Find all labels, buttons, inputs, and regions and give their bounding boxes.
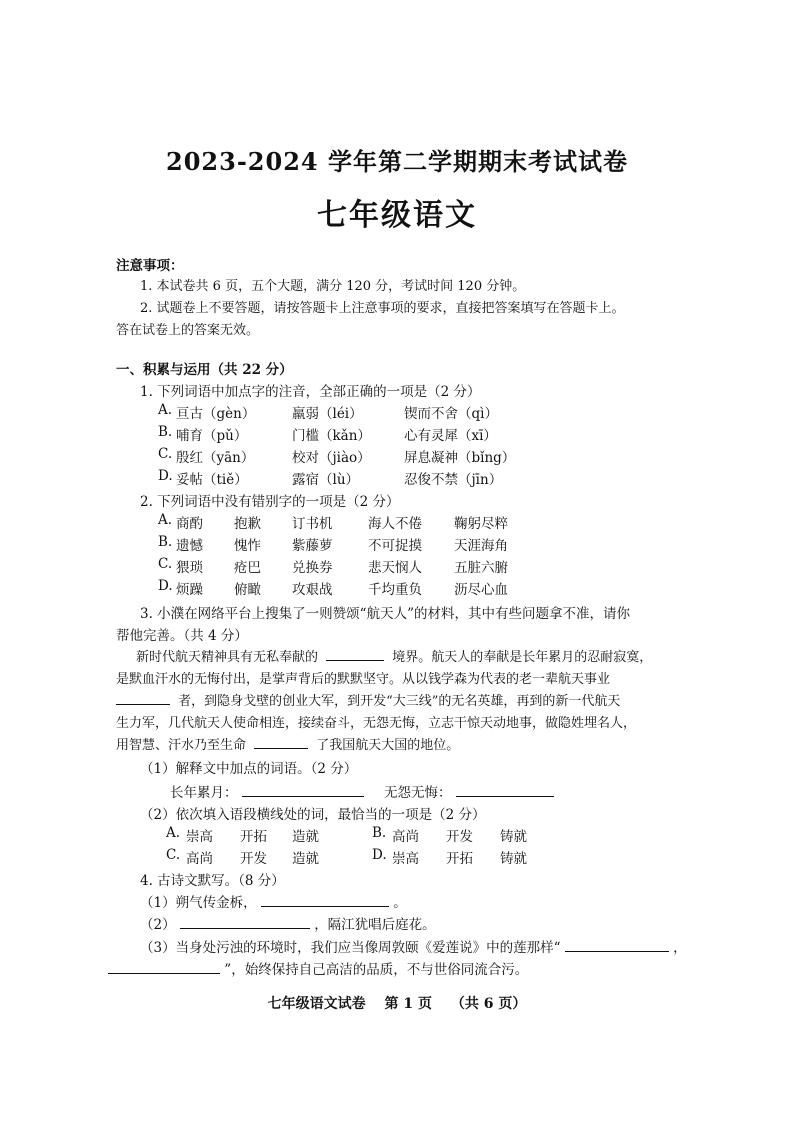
q2-row-b-w5: 天涯海角 [454, 538, 508, 554]
q3-sub1-answer-a [170, 781, 364, 801]
q2-row-c-w5: 五脏六腑 [454, 560, 508, 576]
q2-row-d-letter: D. [158, 578, 173, 594]
opt-c-letter: C. [166, 847, 181, 863]
passage-line-1 [136, 646, 652, 665]
q2-row-b-w1: 遗憾 [176, 538, 203, 554]
q2-row-d-w1: 烦躁 [176, 582, 203, 598]
q4-blank-2[interactable] [180, 916, 310, 929]
q2-row-a-w5: 鞠躬尽粹 [454, 516, 508, 532]
answer-line-a[interactable] [242, 784, 364, 797]
q2-row-c-w4: 悲天悯人 [368, 560, 422, 576]
exam-subtitle: 七年级语文 [317, 198, 477, 233]
q4-line-1-b: 。 [393, 895, 407, 911]
q4-blank-1[interactable] [261, 894, 389, 907]
opt-d-letter: D. [372, 847, 387, 863]
q3-sub1-a-label: 长年累月： [170, 785, 238, 801]
q3-stem-line2: 帮他完善。（共 4 分） [116, 628, 248, 644]
q1-row-a-w1: 亘古（gèn） [176, 406, 256, 422]
q1-row-c-w3: 屏息凝神（bǐng） [404, 450, 516, 466]
q4-line-3-a: （3）当身处污浊的环境时，我们应当像周敦颐《爱莲说》中的莲那样“ [140, 940, 561, 956]
q1-row-d-w2: 露宿（lù） [292, 472, 360, 488]
passage-line-5 [116, 734, 459, 753]
passage-line-5-a: 用智慧、汗水乃至生命 [116, 738, 247, 753]
opt-d-w2: 开拓 [446, 851, 473, 867]
q4-line-3 [140, 936, 687, 956]
notice-item-1: 1. 本试卷共 6 页，五个大题，满分 120 分，考试时间 120 分钟。 [140, 279, 526, 294]
q2-row-c-letter: C. [158, 556, 173, 572]
opt-d-w3: 铸就 [500, 851, 527, 867]
q1-row-b-w2: 门槛（kǎn） [292, 428, 371, 444]
page-footer: 七年级语文试卷 第 1 页 （共 6 页） [267, 996, 527, 1012]
passage-line-2-a: 是默血汗水的无悔付出，是掌声背后的默默坚守。从以钱学森为代表的老一辈航天事业 [116, 672, 611, 687]
q2-row-a-w4: 海人不倦 [368, 516, 422, 532]
notice-item-2-line1: 2. 试题卷上不要答题，请按答题卡上注意事项的要求，直接把答案填写在答题卡上。 [140, 301, 625, 316]
answer-line-b[interactable] [456, 784, 554, 797]
q3-stem-line1: 3. 小濮在网络平台上搜集了一则赞颂“航天人”的材料，其中有些问题拿不准，请你 [140, 606, 630, 622]
q2-row-b-w4: 不可捉摸 [368, 538, 422, 554]
q1-row-c-w1: 殷红（yān） [176, 450, 255, 466]
passage-line-2 [116, 668, 610, 687]
q2-stem: 2. 下列词语中没有错别字的一项是（2 分） [140, 494, 400, 510]
q2-row-b-w2: 愧怍 [234, 538, 261, 554]
q1-row-d-letter: D. [158, 468, 173, 484]
notice-item-2-line2: 答在试卷上的答案无效。 [116, 323, 260, 338]
opt-a-letter: A. [166, 825, 181, 841]
q3-sub1-b-label: 无怨无悔： [384, 785, 452, 801]
q1-row-b-w1: 哺育（pǔ） [176, 428, 248, 444]
q1-row-a-w2: 羸弱（léi） [292, 406, 363, 422]
q2-row-d-w5: 沥尽心血 [454, 582, 508, 598]
q1-row-a-w3: 锲而不舍（qì） [404, 406, 498, 422]
blank-1 [326, 648, 384, 661]
q4-line-2-b: ，隔江犹唱后庭花。 [314, 917, 436, 933]
opt-c-w3: 造就 [292, 851, 319, 867]
opt-b-w2: 开发 [446, 829, 473, 845]
opt-c-w2: 开发 [240, 851, 267, 867]
passage-line-5-b: 了我国航天大国的地位。 [316, 738, 460, 753]
section1-heading: 一、积累与运用（共 22 分） [116, 362, 293, 378]
q1-stem: 1. 下列词语中加点字的注音，全部正确的一项是（2 分） [140, 384, 481, 400]
q2-row-a-w3: 订书机 [292, 516, 333, 532]
q2-row-d-w2: 俯瞰 [234, 582, 261, 598]
q2-row-c-w2: 疮巴 [234, 560, 261, 576]
q2-row-c-w1: 猥琐 [176, 560, 203, 576]
q1-row-d-w1: 妥帖（tiě） [176, 472, 248, 488]
q4-line-4-b: ”，始终保持自己高洁的品质，不与世俗同流合污。 [224, 962, 529, 978]
opt-b-letter: B. [372, 825, 387, 841]
q1-row-a-letter: A. [158, 402, 173, 418]
q2-row-b-w3: 紫藤萝 [292, 538, 333, 554]
blank-3 [254, 736, 308, 749]
q3-sub1-answer-b [384, 781, 554, 801]
passage-line-4 [116, 712, 636, 731]
opt-d-w1: 崇高 [392, 851, 419, 867]
q1-row-b-letter: B. [158, 424, 173, 440]
passage-line-1-a: 新时代航天精神具有无私奉献的 [136, 650, 319, 665]
opt-b-w1: 高尚 [392, 829, 419, 845]
notice-heading: 注意事项： [116, 258, 184, 274]
q1-row-d-w3: 忍俊不禁（jīn） [404, 472, 503, 488]
q2-row-a-w1: 商酌 [176, 516, 203, 532]
opt-a-w3: 造就 [292, 829, 319, 845]
q1-row-b-w3: 心有灵犀（xī） [404, 428, 497, 444]
q2-row-c-w3: 兑换券 [292, 560, 333, 576]
q4-line-2 [140, 913, 436, 933]
q4-line-1 [140, 891, 407, 911]
q2-row-d-w4: 千均重负 [368, 582, 422, 598]
opt-a-w2: 开拓 [240, 829, 267, 845]
opt-c-w1: 高尚 [186, 851, 213, 867]
q1-row-c-letter: C. [158, 446, 173, 462]
q1-row-c-w2: 校对（jiào） [292, 450, 371, 466]
opt-a-w1: 崇高 [186, 829, 213, 845]
opt-b-w3: 铸就 [500, 829, 527, 845]
q2-row-a-w2: 抱歉 [234, 516, 261, 532]
passage-line-4-a: 生力军，几代航天人使命相连，接续奋斗，无怨无悔，立志干惊天动地事，做隐姓埋名人， [116, 716, 637, 731]
passage-line-1-b: 境界。航天人的奉献是长年累月的忍耐寂寞， [392, 650, 653, 665]
q4-line-1-a: （1）朔气传金柝， [140, 895, 257, 911]
q4-blank-4[interactable] [108, 961, 220, 974]
q4-line-3-b: ， [673, 940, 687, 956]
q4-line-2-a: （2） [140, 917, 176, 933]
q4-blank-3[interactable] [565, 939, 669, 952]
exam-title: 2023-2024 学年第二学期期末考试试卷 [166, 147, 628, 176]
blank-2 [116, 692, 170, 705]
passage-line-3-b: 者，到隐身戈壁的创业大军，到开发“大三线”的无名英雄，再到的新一代航天 [178, 694, 621, 709]
q3-sub2: （2）依次填入语段横线处的词，最恰当的一项是（2 分） [140, 807, 486, 823]
q3-sub1: （1）解释文中加点的词语。（2 分） [140, 761, 358, 777]
q4-stem: 4. 古诗文默写。（8 分） [140, 873, 285, 889]
q2-row-a-letter: A. [158, 512, 173, 528]
q4-line-4 [108, 958, 528, 978]
q2-row-b-letter: B. [158, 534, 173, 550]
q2-row-d-w3: 攻艰战 [292, 582, 333, 598]
passage-line-3 [116, 690, 620, 709]
